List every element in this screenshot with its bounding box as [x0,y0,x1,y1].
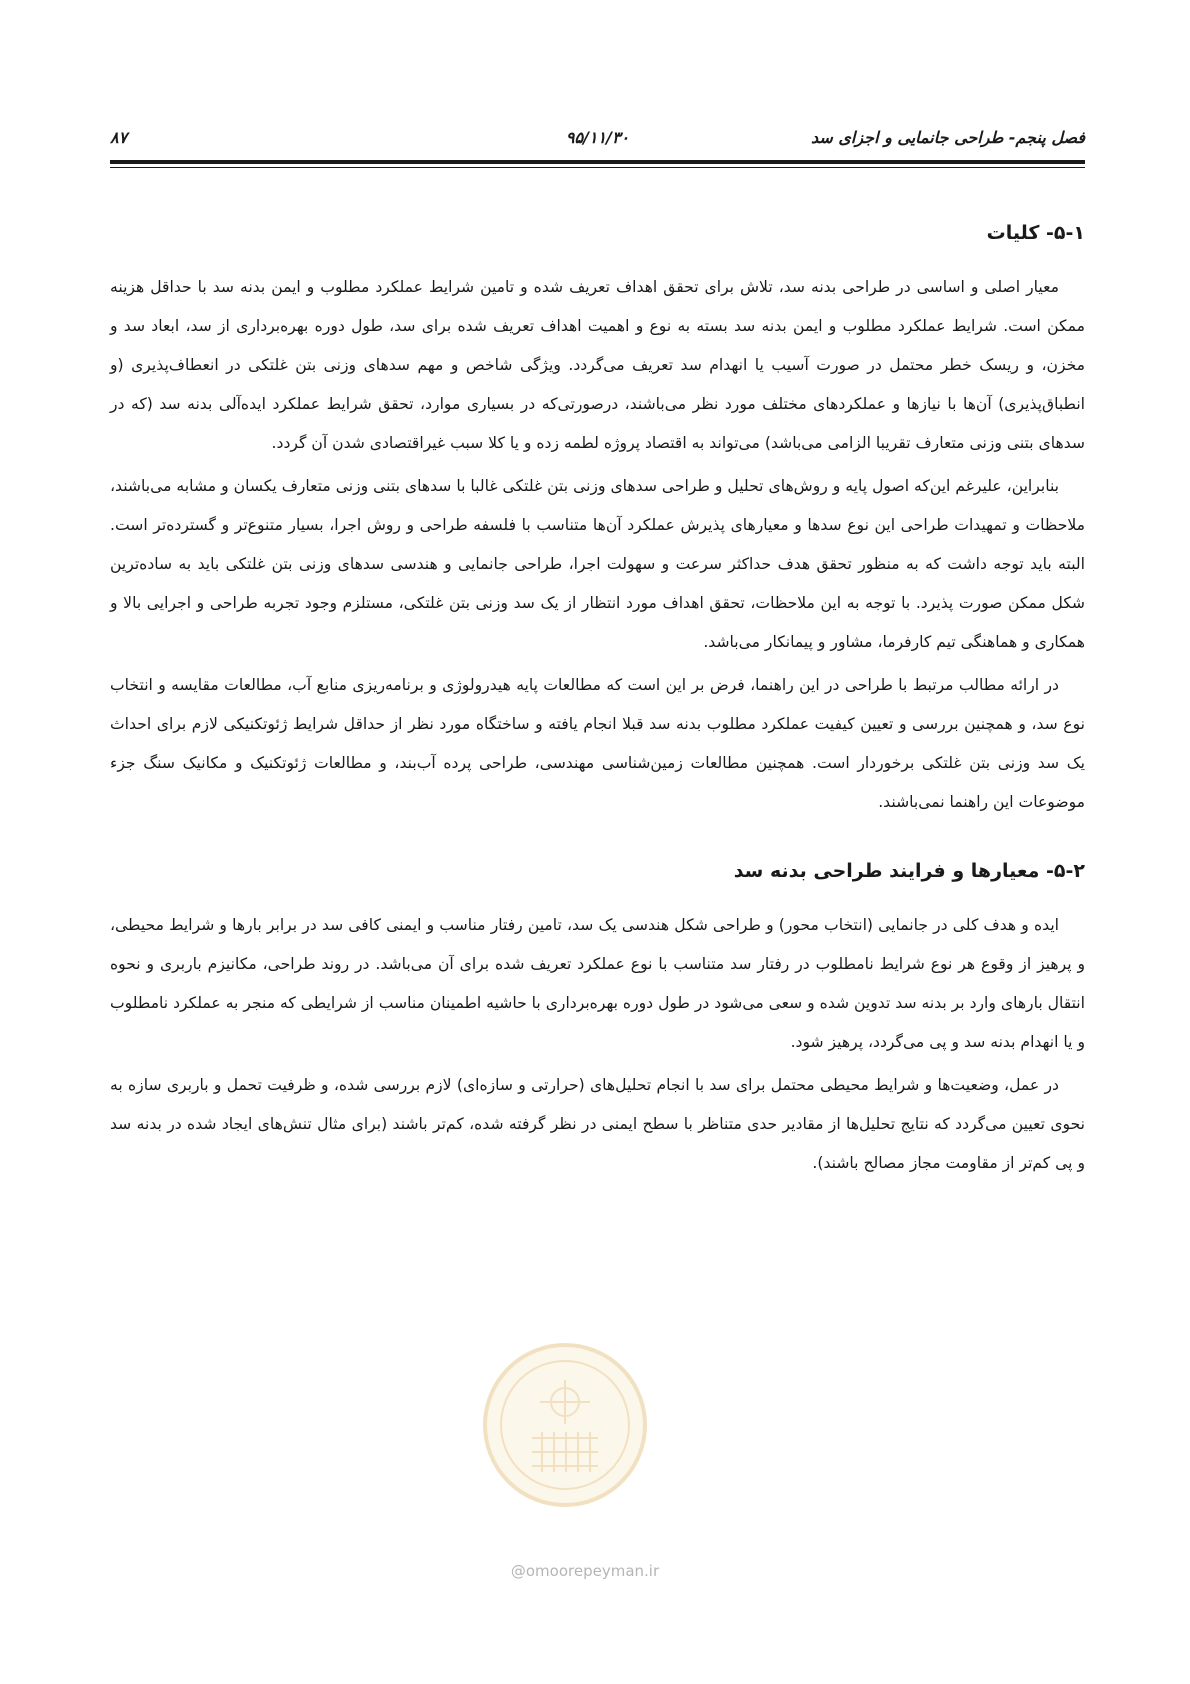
paragraph: معیار اصلی و اساسی در طراحی بدنه سد، تلاش برای تحقق اهداف تعریف شده و تامین شرایط عملکرد مطلوب و ایمن بدنه سد با حداقل هزینه ممکن است. شرایط عملکرد مطلوب و ایمن بدنه سد بسته به نوع و اهمیت اهداف تعریف شده برای سد، طول دوره بهره‌برداری از سد، ابعاد سد و مخزن، و ریسک خطر محتمل در صورت آسیب یا انهدام سد تعریف می‌گردد. ویژگی شاخص و مهم سدهای وزنی بتن غلتکی در انعطاف‌پذیری (و انطباق‌پذیری) آن‌ها با نیازها و عملکردهای مختلف مورد نظر می‌باشند، درصورتی‌که در بسیاری موارد، تحقق شرایط عملکرد ایده‌آلی بدنه سد (که در سدهای بتنی وزنی متعارف تقریبا الزامی می‌باشد) می‌تواند به اقتصاد پروژه لطمه زده و یا کلا سبب غیراقتصادی شدن آن گردد. [110,278,1085,452]
section-heading: ۵-۲- معیارها و فرایند طراحی بدنه سد [733,860,1085,882]
page-number: ۸۷ [110,128,128,147]
section-general [110,218,1085,822]
paragraph: ایده و هدف کلی در جانمایی (انتخاب محور) و طراحی شکل هندسی یک سد، تامین رفتار مناسب و ایمنی کافی سد در برابر بارها و شرایط محیطی، و پرهیز از وقوع هر نوع شرایط نامطلوب در رفتار سد متناسب با نوع عملکرد تعریف شده برای آن می‌باشد. در روند طراحی، مکانیزم باربری و نحوه انتقال بارهای وارد بر بدنه سد تدوین شده و سعی می‌شود در طول دوره بهره‌برداری با حاشیه اطمینان مناسب از شرایطی که منجر به عملکرد نامطلوب و یا انهدام بدنه سد و پی می‌گردد، پرهیز شود. [110,916,1085,1051]
section-criteria [110,856,1085,1183]
watermark-site-text: @omoorepeyman.ir [510,1562,660,1580]
paragraph: در ارائه مطالب مرتبط با طراحی در این راهنما، فرض بر این است که مطالعات پایه هیدرولوژی و برنامه‌ریزی منابع آب، مطالعات مقایسه و انتخاب نوع سد، و همچنین بررسی و تعیین کیفیت عملکرد مطلوب بدنه سد قبلا انجام یافته و ساختگاه مورد نظر از حداقل شرایط ژئوتکنیکی لازم برای احداث یک سد وزنی بتن غلتکی برخوردار است. همچنین مطالعات زمین‌شناسی مهندسی، طراحی پرده آب‌بند، و مطالعات ژئوتکنیک و مکانیک سنگ جزء موضوعات این راهنما نمی‌باشند. [110,676,1085,811]
paragraph: در عمل، وضعیت‌ها و شرایط محیطی محتمل برای سد با انجام تحلیل‌های (حرارتی و سازه‌ای) لازم بررسی شده، و ظرفیت تحمل و باربری سازه به نحوی تعیین می‌گردد که نتایج تحلیل‌ها از مقادیر حدی متناظر با سطح ایمنی در نظر گرفته شده، کم‌تر باشند (برای مثال تنش‌های ایجاد شده در بدنه سد و پی کم‌تر از مقاومت مجاز مصالح باشند). [110,1076,1085,1172]
paragraph: بنابراین، علیرغم این‌که اصول پایه و روش‌های تحلیل و طراحی سدهای وزنی بتن غلتکی غالبا با سدهای بتنی وزنی متعارف یکسان و مشابه می‌باشند، ملاحظات و تمهیدات طراحی این نوع سدها و معیارهای پذیرش عملکرد آن‌ها متناسب با فلسفه طراحی و روش اجرا، بسیار متنوع‌تر و گسترده‌تر است. البته باید توجه داشت که به منظور تحقق هدف حداکثر سرعت و سهولت اجرا، طراحی جانمایی و هندسی سدهای وزنی بتن غلتکی باید به ساده‌ترین شکل ممکن صورت پذیرد. با توجه به این ملاحظات، تحقق اهداف مورد انتظار از یک سد وزنی بتن غلتکی، مستلزم وجود تجربه طراحی و اجرایی بالا و همکاری و هماهنگی تیم کارفرما، مشاور و پیمانکار می‌باشد. [110,477,1085,651]
header-date: ۹۵/۱۱/۳۰ [565,128,630,147]
body-content [110,218,1085,1187]
chapter-title: فصل پنجم- طراحی جانمایی و اجزای سد [811,128,1085,147]
header-rule-thin [110,167,1085,168]
section-heading: ۵-۱- کلیات [986,222,1085,244]
watermark-seal-icon [480,1340,650,1510]
page-header [110,128,1085,154]
header-rule-thick [110,160,1085,164]
